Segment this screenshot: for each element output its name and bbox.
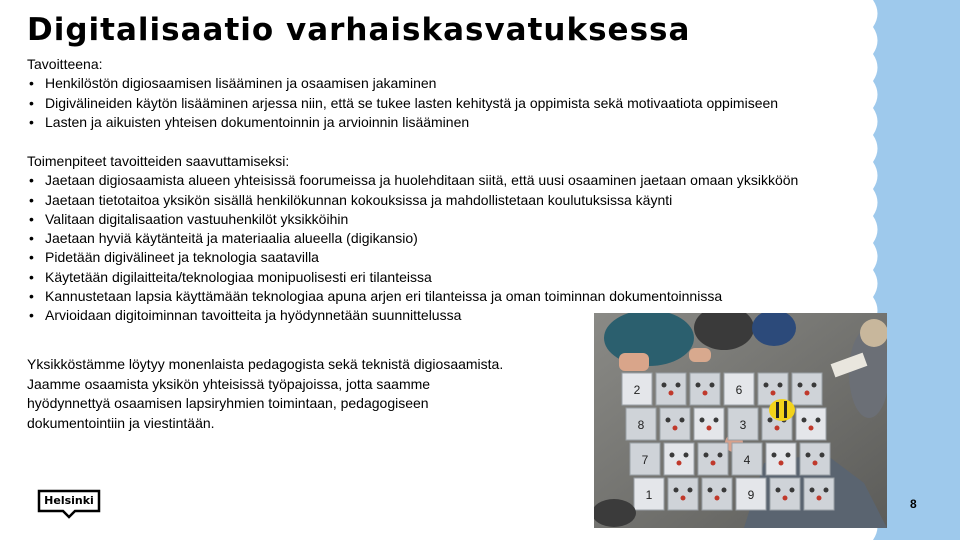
bullet: • [29,191,34,208]
list-item: • Arvioidaan digitoiminnan tavoitteita ja hyödynnetään suunnittelussa [27,306,798,325]
card [698,443,728,475]
card-dot [670,453,675,458]
list-item: • Henkilöstön digiosaamisen lisääminen ja osaamisen jakaminen [27,74,778,93]
actions-list [27,171,798,325]
bullet: • [29,94,34,111]
card-dot [786,453,791,458]
list-item: • Valitaan digitalisaation vastuuhenkilöt yksikköihin [27,210,798,229]
card-dot [772,453,777,458]
card-dot [816,418,821,423]
card-dot [662,383,667,388]
card [664,443,694,475]
card-dot [764,383,769,388]
card-number: 3 [739,418,747,432]
card-dot [824,488,829,493]
card-dot [707,426,712,431]
summary-line: hyödynnettyä osaamisen lapsiryhmien toimintaan, pedagogiseen [27,395,429,411]
bullet: • [29,210,34,227]
goals-heading: Tavoitteena: [27,56,103,72]
card-dot [703,391,708,396]
card-dot [704,453,709,458]
card-dot [722,488,727,493]
card-dot [809,426,814,431]
card [668,478,698,510]
card-dot [708,488,713,493]
card-dot [677,461,682,466]
card-dot [817,496,822,501]
card [766,443,796,475]
bullet: • [29,75,34,92]
card-dot [669,391,674,396]
card-number: 6 [735,383,743,397]
summary-line: Yksikköstämme löytyy monenlaista pedagogista sekä teknistä digiosaamista. [27,356,504,372]
card-dot [715,496,720,501]
summary-line: dokumentointiin ja viestintään. [27,414,215,431]
bee-robot [769,399,795,421]
card-dot [790,488,795,493]
list-item: • Käytetään digilaitteita/teknologiaa monipuolisesti eri tilanteissa [27,268,798,287]
card-dot [820,453,825,458]
actions-heading: Toimenpiteet tavoitteiden saavuttamiseksi: [27,153,290,169]
card-dot [684,453,689,458]
card-dot [680,418,685,423]
list-item: • Kannustetaan lapsia käyttämään teknologiaa apuna arjen eri tilanteissa ja oman toiminnan dokumentoinnissa [27,287,798,306]
children-activity-photo [594,313,887,528]
card [796,408,826,440]
bullet: • [29,268,34,285]
card [770,478,800,510]
card [690,373,720,405]
card-dot [810,488,815,493]
list-item: • Lasten ja aikuisten yhteisen dokumentoinnin ja arvioinnin lisääminen [27,113,778,132]
summary-paragraph [27,355,587,433]
card-dot [768,418,773,423]
page-number: 8 [910,497,917,511]
card-dot [666,418,671,423]
slide-title: Digitalisaatio varhaiskasvatuksessa [27,12,691,48]
list-item: • Jaetaan tietotaitoa yksikön sisällä henkilökunnan kokouksissa ja mahdollistetaan koulutuksissa käynti [27,191,798,210]
card-dot [700,418,705,423]
logo-text: Helsinki [44,494,94,507]
card-number: 2 [633,383,641,397]
actions-section [27,152,798,326]
card-dot [714,418,719,423]
card-dot [681,496,686,501]
card-dot [674,488,679,493]
card-number: 8 [637,418,645,432]
card-number: 9 [747,488,755,502]
photo-illustration [594,313,887,528]
card-dot [783,496,788,501]
bullet: • [29,249,34,266]
card-dot [673,426,678,431]
list-item: • Digivälineiden käytön lisääminen arjessa niin, että se tukee lasten kehitystä ja oppimista sekä motivaatiota oppimiseen [27,94,778,113]
bullet: • [29,307,34,324]
bullet: • [29,172,34,189]
card-dot [676,383,681,388]
list-item: • Pidetään digivälineet ja teknologia saatavilla [27,248,798,267]
card-number: 4 [743,453,751,467]
card-dot [813,461,818,466]
card-dot [771,391,776,396]
card-dot [812,383,817,388]
card-dot [711,461,716,466]
card-dot [775,426,780,431]
list-item: • Jaetaan hyviä käytänteitä ja materiaalia alueella (digikansio) [27,229,798,248]
card-dot [802,418,807,423]
card [800,443,830,475]
card [656,373,686,405]
card [702,478,732,510]
card-dot [718,453,723,458]
card-number: 7 [641,453,649,467]
bullet: • [29,113,34,130]
bullet: • [29,230,34,247]
card [660,408,690,440]
bullet: • [29,288,34,305]
card-dot [779,461,784,466]
list-item: • Jaetaan digiosaamista alueen yhteisissä foorumeissa ja huolehditaan siitä, että uusi osaaminen jaetaan omaan yksikköön [27,171,798,190]
card-number: 1 [645,488,653,502]
summary-line: Jaamme osaamista yksikön yhteisissä työpajoissa, jotta saamme [27,375,431,392]
card-dot [778,383,783,388]
card-dot [798,383,803,388]
card-dot [806,453,811,458]
card-dot [805,391,810,396]
card [694,408,724,440]
card-dot [696,383,701,388]
card [804,478,834,510]
card [792,373,822,405]
goals-section [27,55,778,132]
card-dot [710,383,715,388]
card-dot [776,488,781,493]
goals-list [27,74,778,132]
card-dot [688,488,693,493]
